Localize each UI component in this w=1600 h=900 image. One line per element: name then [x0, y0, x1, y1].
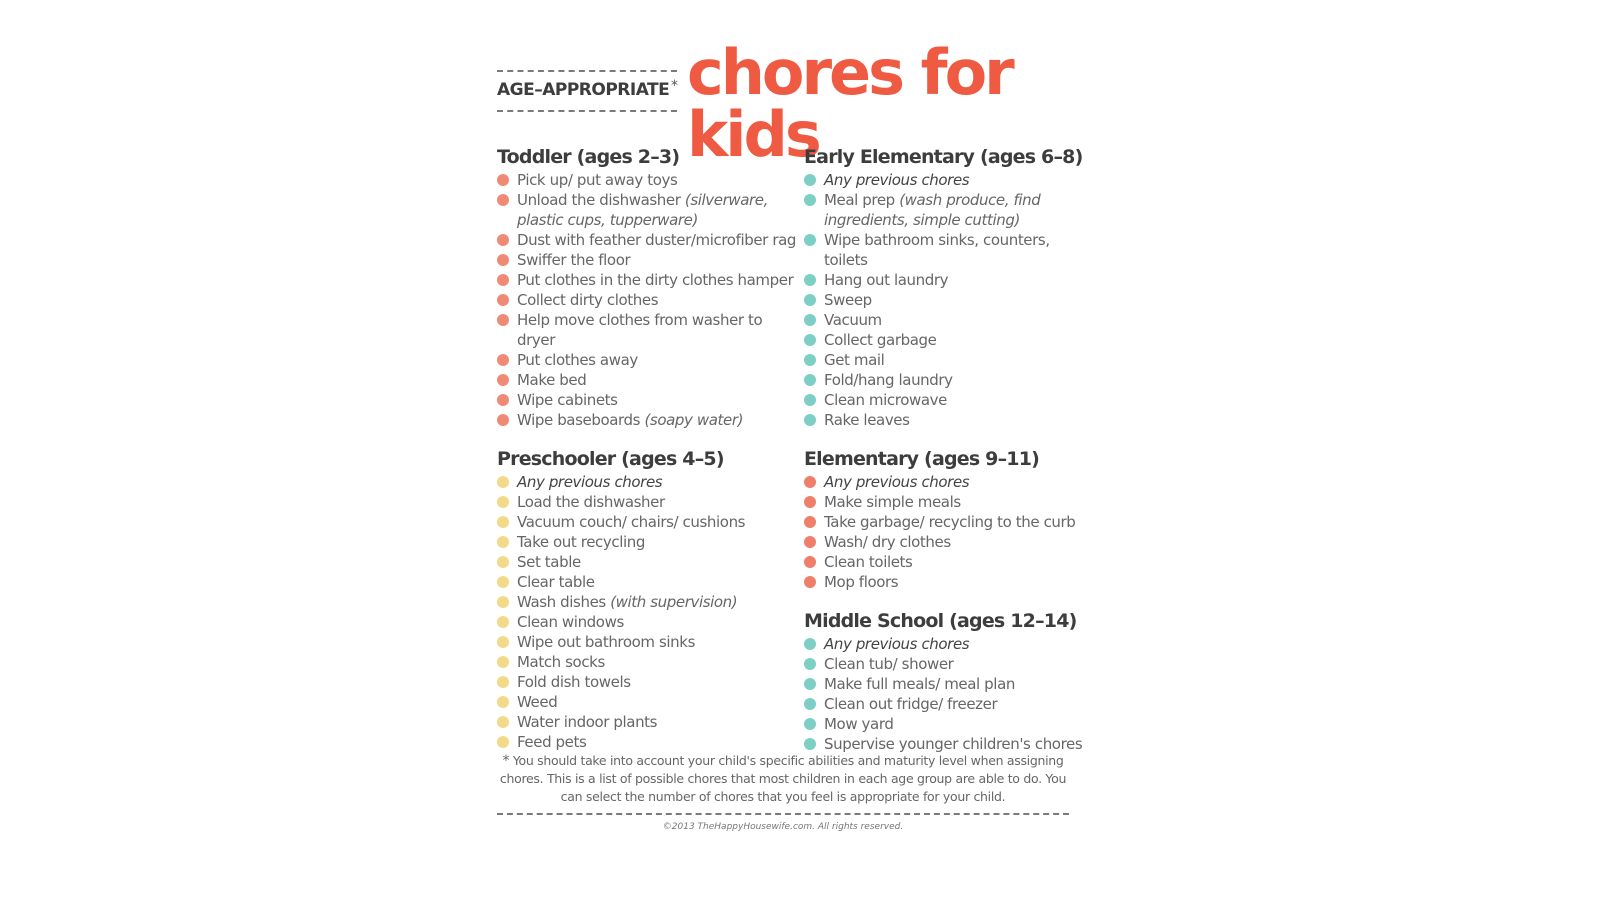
- list-item: Wipe baseboards (soapy water): [497, 410, 797, 430]
- toddler-list: [497, 170, 797, 430]
- section-title-middle-school: Middle School (ages 12–14): [804, 610, 1077, 632]
- bullet-dot-icon: [497, 374, 509, 386]
- list-item: Mow yard: [804, 714, 1094, 734]
- elementary-list: [804, 472, 1094, 592]
- bullet-dot-icon: [497, 194, 509, 206]
- list-item: Unload the dishwasher (silverware, plastic cups, tupperware): [497, 190, 797, 230]
- bullet-dot-icon: [497, 556, 509, 568]
- list-item: Any previous chores: [804, 170, 1094, 190]
- middle-school-list: [804, 634, 1094, 754]
- bullet-dot-icon: [497, 636, 509, 648]
- bullet-dot-icon: [497, 736, 509, 748]
- bullet-dot-icon: [497, 314, 509, 326]
- list-item: Dust with feather duster/microfiber rag: [497, 230, 797, 250]
- section-toddler: [497, 144, 797, 430]
- bullet-dot-icon: [804, 374, 816, 386]
- list-item: Sweep: [804, 290, 1094, 310]
- list-item: Collect dirty clothes: [497, 290, 797, 310]
- list-item: Get mail: [804, 350, 1094, 370]
- list-item: Wipe out bathroom sinks: [497, 632, 797, 652]
- list-item: Load the dishwasher: [497, 492, 797, 512]
- bullet-dot-icon: [804, 556, 816, 568]
- bullet-dot-icon: [804, 394, 816, 406]
- list-item: Hang out laundry: [804, 270, 1094, 290]
- item-note: (wash produce, find ingredients, simple cutting): [824, 191, 1041, 229]
- footnote-asterisk: *: [502, 753, 510, 769]
- bullet-dot-icon: [497, 616, 509, 628]
- bullet-dot-icon: [804, 194, 816, 206]
- list-item: Take garbage/ recycling to the curb: [804, 512, 1094, 532]
- copyright: ©2013 TheHappyHousewife.com. All rights reserved.: [662, 822, 904, 832]
- early-elementary-list: [804, 170, 1094, 430]
- section-early-elementary: [804, 144, 1094, 430]
- bullet-dot-icon: [804, 354, 816, 366]
- bullet-dot-icon: [497, 716, 509, 728]
- bullet-dot-icon: [497, 476, 509, 488]
- list-item: Make simple meals: [804, 492, 1094, 512]
- list-item: Weed: [497, 692, 797, 712]
- list-item: Wash/ dry clothes: [804, 532, 1094, 552]
- list-item: Wash dishes (with supervision): [497, 592, 797, 612]
- bullet-dot-icon: [804, 516, 816, 528]
- bullet-dot-icon: [497, 414, 509, 426]
- bullet-dot-icon: [497, 234, 509, 246]
- list-item: Wipe cabinets: [497, 390, 797, 410]
- left-column: [497, 144, 797, 768]
- list-item: Vacuum couch/ chairs/ cushions: [497, 512, 797, 532]
- bullet-dot-icon: [497, 596, 509, 608]
- bullet-dot-icon: [497, 354, 509, 366]
- dashed-divider: [497, 813, 1069, 815]
- bullet-dot-icon: [804, 536, 816, 548]
- bullet-dot-icon: [497, 274, 509, 286]
- item-note: (silverware, plastic cups, tupperware): [517, 191, 768, 229]
- list-item: Clean out fridge/ freezer: [804, 694, 1094, 714]
- bullet-dot-icon: [804, 496, 816, 508]
- bullet-dot-icon: [497, 294, 509, 306]
- list-item: Put clothes in the dirty clothes hamper: [497, 270, 797, 290]
- bullet-dot-icon: [804, 174, 816, 186]
- item-note: (soapy water): [644, 411, 744, 429]
- bullet-dot-icon: [497, 174, 509, 186]
- list-item: Clean tub/ shower: [804, 654, 1094, 674]
- list-item: Any previous chores: [497, 472, 797, 492]
- bullet-dot-icon: [497, 536, 509, 548]
- list-item: Match socks: [497, 652, 797, 672]
- list-item: Supervise younger children's chores: [804, 734, 1094, 754]
- list-item: Feed pets: [497, 732, 797, 752]
- list-item: Make bed: [497, 370, 797, 390]
- bullet-dot-icon: [497, 676, 509, 688]
- section-title-early-elementary: Early Elementary (ages 6–8): [804, 146, 1083, 168]
- list-item: Any previous chores: [804, 634, 1094, 654]
- section-middle-school: [804, 608, 1094, 754]
- bullet-dot-icon: [804, 234, 816, 246]
- bullet-dot-icon: [497, 656, 509, 668]
- bullet-dot-icon: [804, 698, 816, 710]
- list-item: Clean toilets: [804, 552, 1094, 572]
- section-elementary: [804, 446, 1094, 592]
- asterisk: *: [671, 78, 678, 94]
- bullet-dot-icon: [497, 254, 509, 266]
- bullet-dot-icon: [804, 638, 816, 650]
- list-item: Set table: [497, 552, 797, 572]
- section-title-toddler: Toddler (ages 2–3): [497, 146, 680, 168]
- list-item: Fold dish towels: [497, 672, 797, 692]
- list-item: Swiffer the floor: [497, 250, 797, 270]
- bullet-dot-icon: [497, 696, 509, 708]
- chore-chart-page: [497, 36, 1083, 860]
- list-item: Pick up/ put away toys: [497, 170, 797, 190]
- page-title: chores for kids: [687, 36, 1012, 171]
- bullet-dot-icon: [497, 394, 509, 406]
- bullet-dot-icon: [804, 294, 816, 306]
- list-item: Collect garbage: [804, 330, 1094, 350]
- list-item: Help move clothes from washer to dryer: [497, 310, 797, 350]
- list-item: Any previous chores: [804, 472, 1094, 492]
- bullet-dot-icon: [804, 414, 816, 426]
- list-item: Put clothes away: [497, 350, 797, 370]
- list-item: Make full meals/ meal plan: [804, 674, 1094, 694]
- bullet-dot-icon: [804, 576, 816, 588]
- section-title-preschooler: Preschooler (ages 4–5): [497, 448, 724, 470]
- list-item: Meal prep (wash produce, find ingredients, simple cutting): [804, 190, 1094, 230]
- section-title-elementary: Elementary (ages 9–11): [804, 448, 1040, 470]
- age-appropriate-text: AGE–APPROPRIATE: [497, 80, 670, 100]
- age-appropriate-label: [497, 70, 677, 112]
- preschooler-list: [497, 472, 797, 752]
- bullet-dot-icon: [804, 718, 816, 730]
- list-item: Clean microwave: [804, 390, 1094, 410]
- bullet-dot-icon: [804, 314, 816, 326]
- bullet-dot-icon: [804, 476, 816, 488]
- list-item: Clean windows: [497, 612, 797, 632]
- bullet-dot-icon: [497, 576, 509, 588]
- right-column: [804, 144, 1094, 770]
- list-item: Take out recycling: [497, 532, 797, 552]
- bullet-dot-icon: [804, 334, 816, 346]
- item-note: (with supervision): [610, 593, 738, 611]
- bullet-dot-icon: [497, 516, 509, 528]
- bullet-dot-icon: [804, 738, 816, 750]
- list-item: Mop floors: [804, 572, 1094, 592]
- footnote: [497, 752, 1069, 806]
- list-item: Clear table: [497, 572, 797, 592]
- bullet-dot-icon: [804, 658, 816, 670]
- list-item: Vacuum: [804, 310, 1094, 330]
- footnote-text: You should take into account your child's specific abilities and maturity level when assigning chores. This is a list of possible chores that most children in each age group are able to do. You can select the number of chores that you feel is appropriate for your child.: [499, 753, 1067, 804]
- bullet-dot-icon: [497, 496, 509, 508]
- list-item: Fold/hang laundry: [804, 370, 1094, 390]
- bullet-dot-icon: [804, 274, 816, 286]
- section-preschooler: [497, 446, 797, 752]
- list-item: Rake leaves: [804, 410, 1094, 430]
- list-item: Wipe bathroom sinks, counters, toilets: [804, 230, 1094, 270]
- list-item: Water indoor plants: [497, 712, 797, 732]
- bullet-dot-icon: [804, 678, 816, 690]
